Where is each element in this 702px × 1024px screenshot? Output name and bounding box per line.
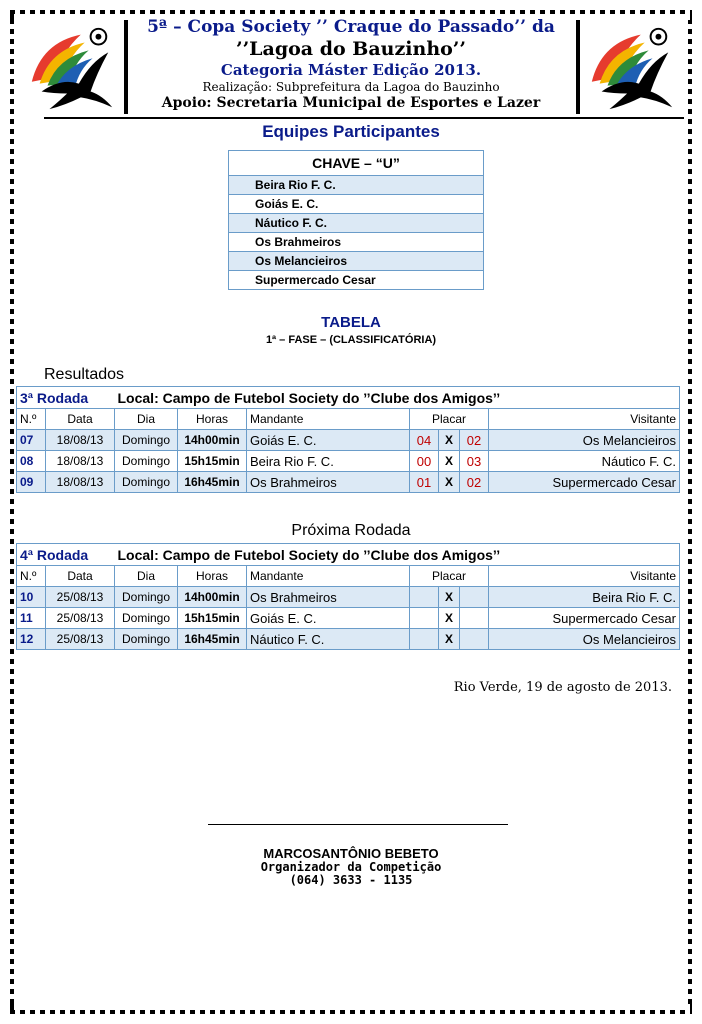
home-goals: 01 [410,472,439,493]
game-date: 18/08/13 [46,451,115,472]
home-goals [410,608,439,629]
page [14,14,688,1010]
home-team: Os Brahmeiros [247,587,410,608]
next-round-table [16,543,680,650]
game-day: Domingo [115,587,178,608]
col-home: Mandante [247,566,410,587]
table-row [17,451,680,472]
game-date: 25/08/13 [46,608,115,629]
game-no: 12 [17,629,46,650]
home-team: Goiás E. C. [247,430,410,451]
game-no: 09 [17,472,46,493]
home-team: Náutico F. C. [247,629,410,650]
versus: X [439,451,460,472]
round-label: 4ª Rodada [20,546,89,563]
col-time: Horas [178,409,247,430]
header-support: Apoio: Secretaria Municipal de Esportes e Lazer [161,95,541,111]
away-goals [460,587,489,608]
team-item: Náutico F. C. [229,214,484,233]
col-away: Visitante [489,566,680,587]
col-score: Placar [410,409,489,430]
header-divider [124,20,128,114]
player-logo-icon [582,22,680,114]
home-goals [410,587,439,608]
away-goals [460,629,489,650]
versus: X [439,472,460,493]
game-time: 14h00min [178,587,247,608]
table-title: TABELA [321,314,381,331]
game-date: 25/08/13 [46,629,115,650]
col-day: Dia [115,566,178,587]
header [136,16,566,112]
group-name: CHAVE – “U” [229,151,484,176]
table-row [17,587,680,608]
organizer-name: MARCOSANTÔNIO BEBETO [263,846,439,861]
document-date: Rio Verde, 19 de agosto de 2013. [453,680,672,695]
col-away: Visitante [489,409,680,430]
game-time: 14h00min [178,430,247,451]
header-organizer: Realização: Subprefeitura da Lagoa do Bauzinho [202,80,500,94]
round-label: 3ª Rodada [20,389,89,406]
next-round-label: Próxima Rodada [291,522,411,539]
venue-label: Local: Campo de Futebol Society do ’’Clube dos Amigos’’ [117,389,501,406]
home-goals: 00 [410,451,439,472]
team-item: Os Brahmeiros [229,233,484,252]
results-label: Resultados [44,366,125,383]
game-day: Domingo [115,629,178,650]
organizer-phone: (064) 3633 - 1135 [289,873,413,887]
table-row [17,430,680,451]
game-time: 16h45min [178,629,247,650]
venue-label: Local: Campo de Futebol Society do ’’Clube dos Amigos’’ [117,546,501,563]
away-goals [460,608,489,629]
versus: X [439,587,460,608]
game-time: 15h15min [178,451,247,472]
game-day: Domingo [115,472,178,493]
teams-table [228,150,484,290]
versus: X [439,629,460,650]
col-no: N.º [17,409,46,430]
away-team: Náutico F. C. [489,451,680,472]
col-home: Mandante [247,409,410,430]
home-team: Beira Rio F. C. [247,451,410,472]
versus: X [439,430,460,451]
results-table [16,386,680,493]
game-date: 18/08/13 [46,430,115,451]
game-time: 15h15min [178,608,247,629]
away-goals: 02 [460,430,489,451]
game-date: 18/08/13 [46,472,115,493]
game-no: 10 [17,587,46,608]
away-team: Os Melancieiros [489,430,680,451]
player-logo-icon [22,22,120,114]
game-no: 08 [17,451,46,472]
home-team: Os Brahmeiros [247,472,410,493]
game-date: 25/08/13 [46,587,115,608]
teams-title: Equipes Participantes [262,122,440,141]
header-title: 5ª – Copa Society ’’ Craque do Passado’’ da [147,17,555,37]
header-rule [44,117,684,119]
away-team: Os Melancieiros [489,629,680,650]
organizer-role: Organizador da Competição [260,860,442,874]
col-score: Placar [410,566,489,587]
away-team: Beira Rio F. C. [489,587,680,608]
phase-label: 1ª – FASE – (CLASSIFICATÓRIA) [265,334,437,346]
game-time: 16h45min [178,472,247,493]
away-goals: 02 [460,472,489,493]
versus: X [439,608,460,629]
col-date: Data [46,409,115,430]
table-row [17,472,680,493]
signature-line [208,824,508,825]
team-item: Os Melancieiros [229,252,484,271]
game-day: Domingo [115,430,178,451]
away-team: Supermercado Cesar [489,472,680,493]
table-row [17,608,680,629]
game-no: 11 [17,608,46,629]
col-no: N.º [17,566,46,587]
team-item: Supermercado Cesar [229,271,484,290]
game-no: 07 [17,430,46,451]
col-date: Data [46,566,115,587]
home-goals: 04 [410,430,439,451]
team-item: Goiás E. C. [229,195,484,214]
header-divider [576,20,580,114]
game-day: Domingo [115,451,178,472]
header-subtitle: ’’Lagoa do Bauzinho’’ [235,38,467,60]
team-item: Beira Rio F. C. [229,176,484,195]
game-day: Domingo [115,608,178,629]
home-goals [410,629,439,650]
col-day: Dia [115,409,178,430]
away-team: Supermercado Cesar [489,608,680,629]
home-team: Goiás E. C. [247,608,410,629]
away-goals: 03 [460,451,489,472]
header-category: Categoria Máster Edição 2013. [220,61,482,79]
col-time: Horas [178,566,247,587]
table-row [17,629,680,650]
